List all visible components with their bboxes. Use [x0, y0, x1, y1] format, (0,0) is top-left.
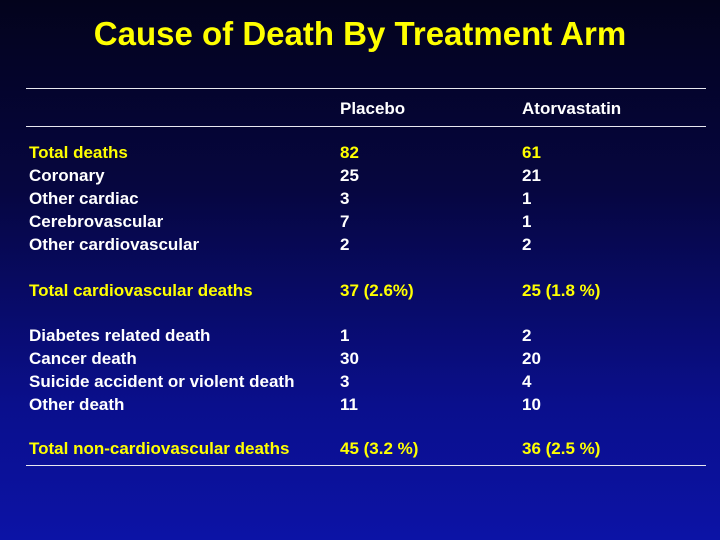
atorvastatin-value: 61	[522, 143, 541, 162]
table-row	[0, 210, 720, 233]
placebo-value: 11	[340, 395, 358, 414]
non-cardiovascular-total-group	[0, 437, 720, 460]
table-row	[0, 279, 720, 302]
atorvastatin-value: 2	[522, 326, 532, 345]
table-row	[0, 393, 720, 416]
placebo-value: 37 (2.6%)	[340, 281, 414, 300]
cardiovascular-total-group	[0, 279, 720, 302]
non-cardiovascular-breakdown-group	[0, 324, 720, 416]
table-row	[0, 347, 720, 370]
table-row	[0, 187, 720, 210]
row-label: Cancer death	[29, 349, 137, 368]
row-label: Other cardiac	[29, 189, 139, 208]
atorvastatin-value: 20	[522, 349, 541, 368]
row-label: Cerebrovascular	[29, 212, 164, 231]
bottom-divider	[26, 465, 706, 466]
atorvastatin-value: 10	[522, 395, 541, 414]
table-row	[0, 324, 720, 347]
row-label: Other cardiovascular	[29, 235, 200, 254]
atorvastatin-value: 1	[522, 212, 532, 231]
placebo-value: 25	[340, 166, 359, 185]
row-label: Coronary	[29, 166, 105, 185]
table-row	[0, 370, 720, 393]
table-row	[0, 141, 720, 164]
atorvastatin-value: 1	[522, 189, 532, 208]
column-header-atorvastatin: Atorvastatin	[522, 99, 622, 118]
row-label: Total deaths	[29, 143, 128, 162]
atorvastatin-value: 25 (1.8 %)	[522, 281, 601, 300]
placebo-value: 3	[340, 372, 350, 391]
row-label: Total cardiovascular deaths	[29, 281, 253, 300]
row-label: Suicide accident or violent death	[29, 372, 295, 391]
atorvastatin-value: 21	[522, 166, 541, 185]
atorvastatin-value: 4	[522, 372, 532, 391]
placebo-value: 45 (3.2 %)	[340, 439, 419, 458]
atorvastatin-value: 36 (2.5 %)	[522, 439, 601, 458]
placebo-value: 7	[340, 212, 350, 231]
placebo-value: 3	[340, 189, 350, 208]
row-label: Total non-cardiovascular deaths	[29, 439, 290, 458]
placebo-value: 82	[340, 143, 359, 162]
top-divider	[26, 88, 706, 89]
column-header-placebo: Placebo	[340, 99, 406, 118]
table-row	[0, 233, 720, 256]
table-row	[0, 437, 720, 460]
cardiovascular-breakdown-group	[0, 141, 720, 256]
table-row	[0, 164, 720, 187]
placebo-value: 1	[340, 326, 350, 345]
header-divider	[26, 126, 706, 127]
row-label: Diabetes related death	[29, 326, 211, 345]
atorvastatin-value: 2	[522, 235, 532, 254]
placebo-value: 2	[340, 235, 350, 254]
placebo-value: 30	[340, 349, 359, 368]
row-label: Other death	[29, 395, 125, 414]
slide-title: Cause of Death By Treatment Arm	[93, 15, 627, 52]
